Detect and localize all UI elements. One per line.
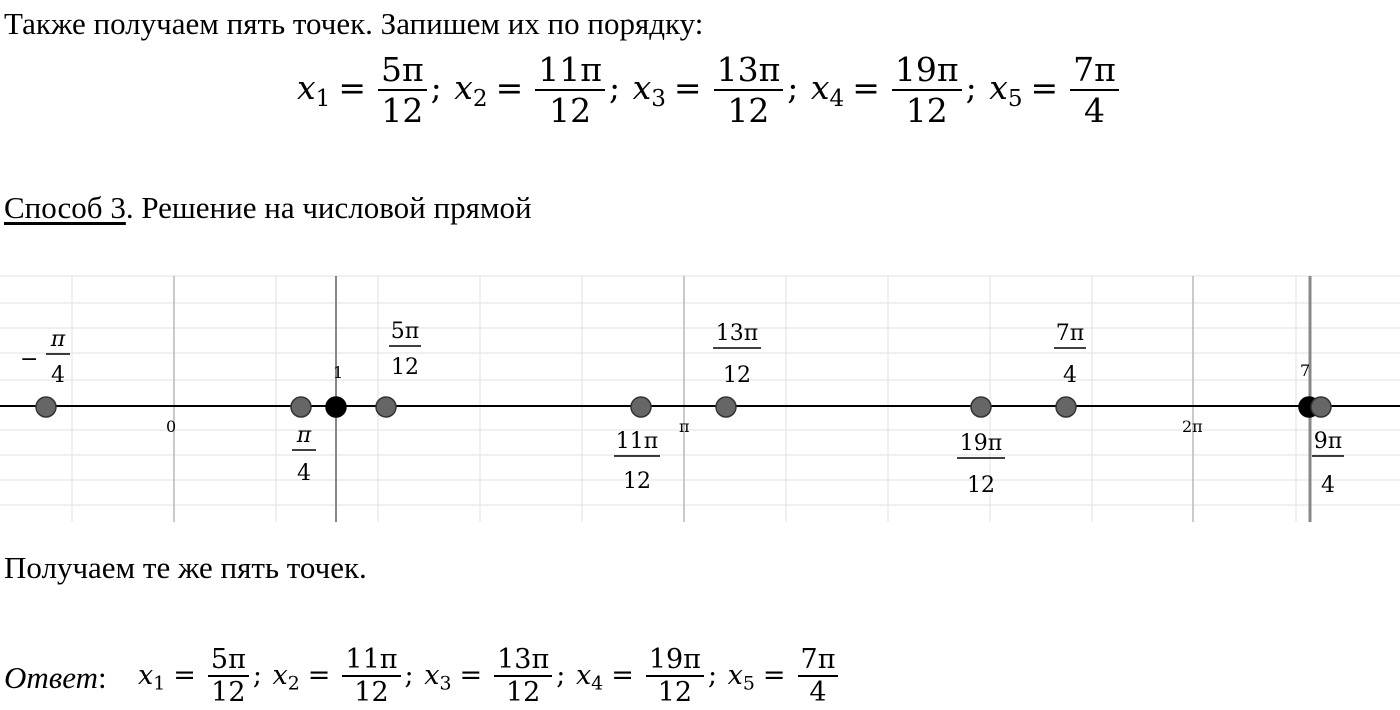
svg-text:4: 4 bbox=[1063, 363, 1077, 388]
tick-label-2pi: 2π bbox=[1182, 417, 1203, 436]
svg-text:12: 12 bbox=[967, 473, 995, 498]
label-11pi-over-12 bbox=[614, 429, 660, 494]
svg-text:5π: 5π bbox=[390, 319, 420, 344]
label-5pi-over-12 bbox=[389, 319, 421, 380]
point-19pi-over-12 bbox=[971, 397, 991, 417]
point-11pi-over-12 bbox=[631, 397, 651, 417]
tick-label-7: 7 bbox=[1300, 361, 1311, 380]
method-title: . Решение на числовой прямой bbox=[125, 190, 532, 225]
label-13pi-over-12 bbox=[713, 321, 761, 388]
svg-text:π: π bbox=[296, 423, 312, 448]
svg-text:13π: 13π bbox=[715, 321, 759, 346]
svg-text:11π: 11π bbox=[615, 429, 659, 454]
point-pi-over-4 bbox=[291, 397, 311, 417]
point-7pi-over-4 bbox=[1056, 397, 1076, 417]
svg-text:4: 4 bbox=[1321, 473, 1335, 498]
svg-text:π: π bbox=[50, 327, 66, 352]
svg-text:12: 12 bbox=[623, 469, 651, 494]
svg-text:9π: 9π bbox=[1313, 429, 1343, 454]
answer-label: Ответ: bbox=[4, 660, 107, 695]
answer-x5: $x_5$ = $\frac{7\pi}{4}$ bbox=[728, 660, 843, 691]
answer-x2: $x_2$ = $\frac{11\pi}{12}$ ; bbox=[272, 644, 414, 708]
result-text: Получаем те же пять точек. bbox=[4, 550, 367, 585]
tick-label-0: 0 bbox=[166, 417, 177, 436]
point-5pi-over-12 bbox=[376, 397, 396, 417]
label-minus-pi-over-4 bbox=[20, 327, 70, 388]
label-7pi-over-4 bbox=[1054, 321, 1086, 388]
number-line-graph bbox=[0, 270, 1400, 525]
solution-x1: $x_1$ = $\frac{5\pi}{12}$ ; bbox=[297, 50, 442, 130]
major-grid bbox=[174, 276, 1193, 522]
solution-x3: $x_3$ = $\frac{13\pi}{12}$ ; bbox=[632, 50, 799, 130]
svg-text:4: 4 bbox=[297, 461, 311, 486]
point-9pi-over-4 bbox=[1311, 397, 1331, 417]
answer-x3: $x_3$ = $\frac{13\pi}{12}$ ; bbox=[424, 644, 566, 708]
solution-x2: $x_2$ = $\frac{11\pi}{12}$ ; bbox=[454, 50, 621, 130]
grid bbox=[0, 276, 1400, 522]
solution-x5: $x_5$ = $\frac{7\pi}{4}$ bbox=[989, 68, 1123, 107]
answer-x1: $x_1$ = $\frac{5\pi}{12}$ ; bbox=[138, 644, 262, 708]
svg-text:12: 12 bbox=[391, 355, 419, 380]
intro-text: Также получаем пять точек. Запишем их по порядку: bbox=[4, 6, 704, 41]
tick-label-pi: π bbox=[679, 417, 690, 436]
tick-label-1: 1 bbox=[333, 363, 344, 382]
point-x-equals-1 bbox=[326, 397, 346, 417]
svg-text:−: − bbox=[20, 347, 39, 372]
answer-equation bbox=[138, 644, 842, 708]
point-minus-pi-over-4 bbox=[36, 397, 56, 417]
solution-x4: $x_4$ = $\frac{19\pi}{12}$ ; bbox=[810, 50, 977, 130]
point-13pi-over-12 bbox=[716, 397, 736, 417]
svg-text:7π: 7π bbox=[1055, 321, 1085, 346]
label-19pi-over-12 bbox=[957, 431, 1005, 498]
label-9pi-over-4 bbox=[1312, 429, 1344, 498]
solutions-equation bbox=[297, 50, 1123, 130]
svg-text:12: 12 bbox=[723, 363, 751, 388]
svg-text:4: 4 bbox=[51, 363, 65, 388]
method-label: Способ 3 bbox=[4, 190, 126, 225]
answer-x4: $x_4$ = $\frac{19\pi}{12}$ ; bbox=[575, 644, 718, 708]
svg-text:19π: 19π bbox=[959, 431, 1003, 456]
method-heading bbox=[4, 192, 532, 223]
